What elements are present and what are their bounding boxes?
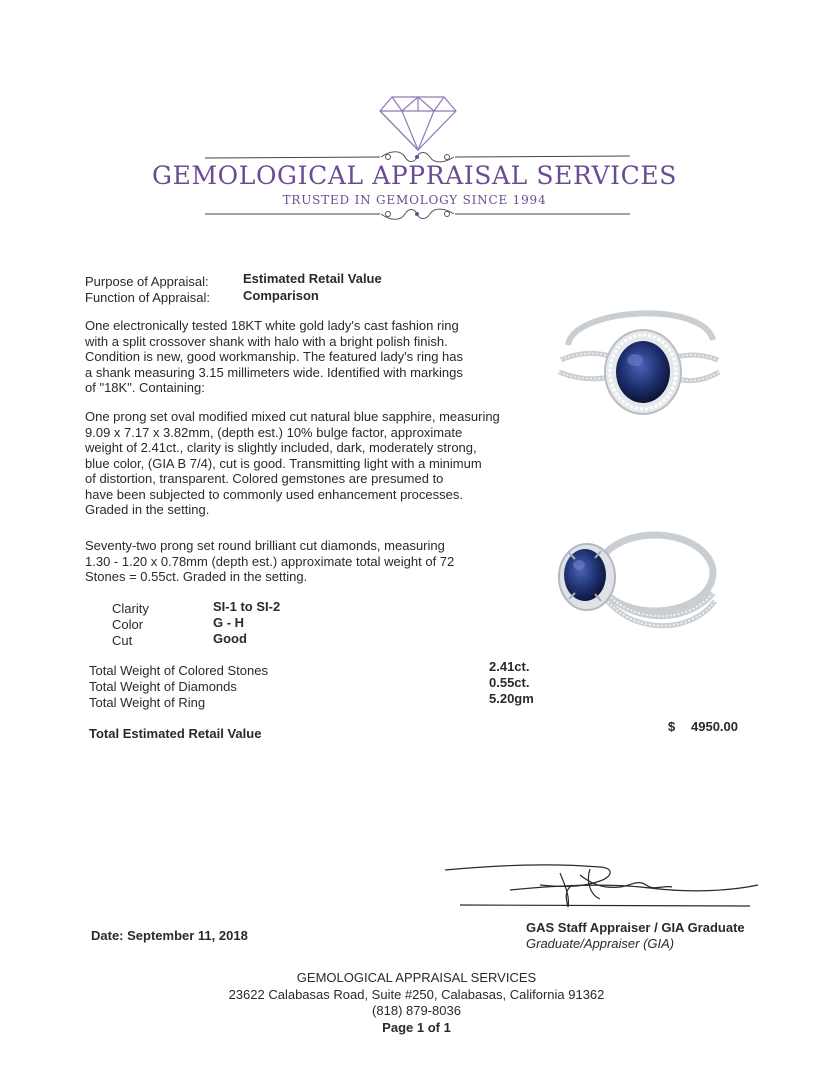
total-currency: $ <box>668 719 676 734</box>
ring-photo-top <box>553 290 723 425</box>
grading-value-clarity: SI-1 to SI-2 <box>213 599 281 614</box>
appraiser-title: GAS Staff Appraiser / GIA Graduate <box>526 920 745 935</box>
grading-label-cut: Cut <box>112 633 133 648</box>
sapphire-description: One prong set oval modified mixed cut natural blue sapphire, measuring 9.09 x 7.17 x 3.82mm, (depth est.) 10% bulge factor, approximate weight of 2.41ct., clarity is slightly included, dark, moderately strong, blue color, (GIA B 7/4), cut is good. Transmitting light with a minimum of distortion, transparent. Colored gemstones are presumed to have been subjected to commonly used enhancement processes. Graded in the setting. <box>85 409 500 517</box>
weight-label-colored-stones: Total Weight of Colored Stones <box>89 663 268 678</box>
diamond-description: Seventy-two prong set round brilliant cut diamonds, measuring 1.30 - 1.20 x 0.78mm (depth est.) approximate total weight of 72 Stones = 0.55ct. Graded in the setting. <box>85 538 455 584</box>
company-tagline: TRUSTED IN GEMOLOGY SINCE 1994 <box>282 193 547 207</box>
appraisal-date: Date: September 11, 2018 <box>91 928 248 943</box>
grading-label-color: Color <box>112 617 144 632</box>
ring-photo-side <box>555 515 720 640</box>
letterhead-ornament-bottom <box>205 206 630 222</box>
footer-page-number: Page 1 of 1 <box>382 1020 451 1035</box>
footer-address: 23622 Calabasas Road, Suite #250, Calabasas, California 91362 <box>228 987 605 1002</box>
footer-company: GEMOLOGICAL APPRAISAL SERVICES <box>296 970 537 985</box>
purpose-value: Estimated Retail Value <box>243 271 382 286</box>
weight-value-ring: 5.20gm <box>489 691 534 706</box>
total-value-label: Total Estimated Retail Value <box>89 726 262 741</box>
appraiser-subtitle: Graduate/Appraiser (GIA) <box>526 936 675 951</box>
company-name: GEMOLOGICAL APPRAISAL SERVICES <box>152 161 677 190</box>
function-label: Function of Appraisal: <box>85 290 211 305</box>
function-value: Comparison <box>243 288 319 303</box>
footer-phone: (818) 879-8036 <box>372 1003 461 1018</box>
appraiser-signature <box>440 855 765 915</box>
purpose-label: Purpose of Appraisal: <box>85 274 209 289</box>
grading-value-color: G - H <box>213 615 245 630</box>
grading-value-cut: Good <box>213 631 247 646</box>
ring-description: One electronically tested 18KT white gold lady's cast fashion ring with a split crossover shank with halo with a bright polish finish. Condition is new, good workmanship. The featured lady's ring has a shank measuring 3.15 millimeters wide. Identified with markings of "18K". Containing: <box>85 318 464 395</box>
weight-value-diamonds: 0.55ct. <box>489 675 530 690</box>
grading-label-clarity: Clarity <box>112 601 149 616</box>
total-amount: 4950.00 <box>691 719 738 734</box>
weight-value-colored-stones: 2.41ct. <box>489 659 530 674</box>
weight-label-ring: Total Weight of Ring <box>89 695 206 710</box>
weight-label-diamonds: Total Weight of Diamonds <box>89 679 237 694</box>
diamond-logo-icon <box>378 94 458 152</box>
